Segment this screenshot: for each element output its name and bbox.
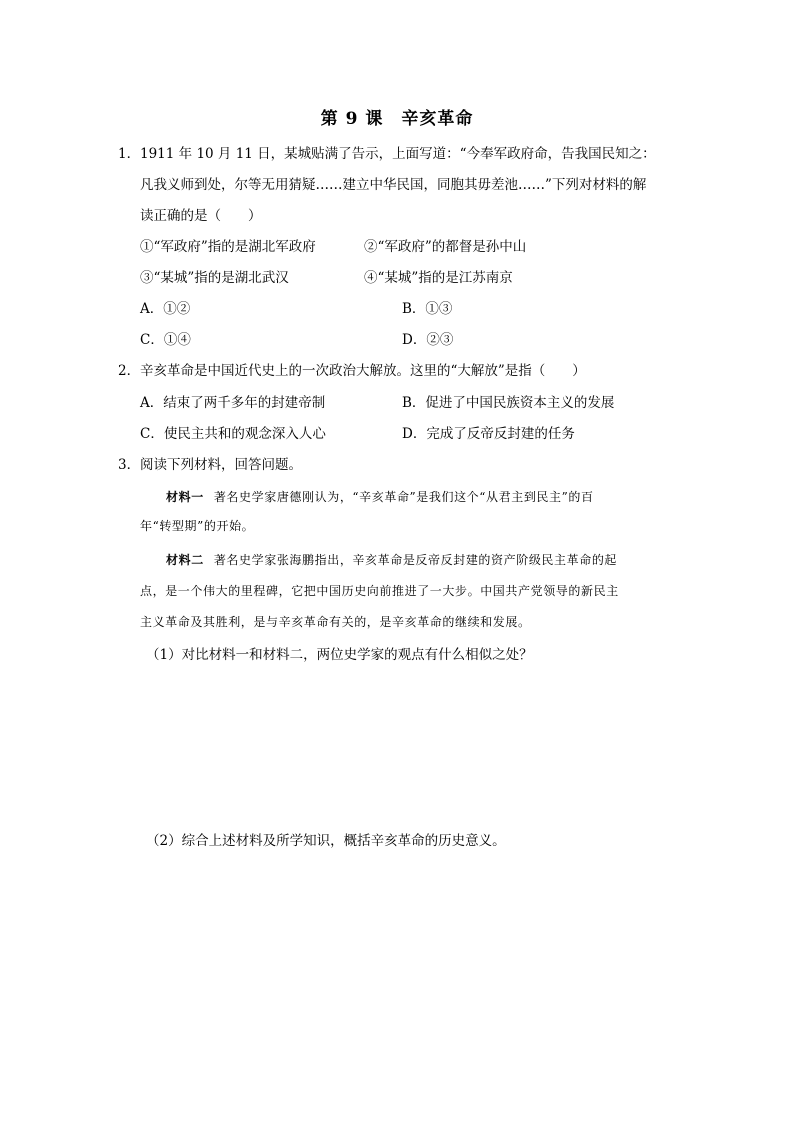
- q2-option-c: C．使民主共和的观念深入人心: [140, 426, 326, 442]
- q1-statement-3: ③“某城”指的是湖北武汉: [140, 270, 289, 286]
- q1-stem-line3: 读正确的是（ ）: [140, 208, 262, 224]
- q1-number: 1．: [118, 146, 141, 162]
- material-two-line1: [166, 550, 617, 570]
- material-one-label: 材料一: [166, 490, 204, 504]
- material-two-text1: 著名史学家张海鹏指出，辛亥革命是反帝反封建的资产阶级民主革命的起: [213, 553, 618, 567]
- q3-subquestion-2: （2）综合上述材料及所学知识，概括辛亥革命的历史意义。: [146, 833, 506, 849]
- q2-stem: 辛亥革命是中国近代史上的一次政治大解放。这里的“大解放”是指（ ）: [140, 363, 586, 379]
- material-one-text1: 著名史学家唐德刚认为，“辛亥革命”是我们这个“从君主到民主”的百: [213, 490, 594, 504]
- q1-stem-line2: 凡我义师到处，尔等无用猜疑……建立中华民国，同胞其毋差池……”下列对材料的解: [140, 177, 647, 193]
- material-two-line3: 主义革命及其胜利，是与辛亥革命有关的，是辛亥革命的继续和发展。: [140, 615, 531, 629]
- q1-option-d: D．②③: [402, 332, 454, 348]
- q1-statement-2: ②“军政府”的都督是孙中山: [364, 239, 527, 255]
- q2-option-d: D．完成了反帝反封建的任务: [402, 426, 575, 442]
- q1-option-a: A．①②: [140, 301, 191, 317]
- lesson-title: 第 9 课 辛亥革命: [320, 109, 474, 129]
- q2-option-b: B．促进了中国民族资本主义的发展: [402, 395, 615, 411]
- material-two-label: 材料二: [166, 553, 204, 567]
- q3-stem: 阅读下列材料，回答问题。: [140, 457, 302, 473]
- material-one-line2: 年“转型期”的开始。: [140, 519, 255, 533]
- q1-stem-line1: 1911 年 10 月 11 日，某城贴满了告示，上面写道：“今奉军政府命，告我国民知之：: [140, 146, 656, 162]
- q2-number: 2．: [118, 363, 141, 379]
- q1-option-b: B．①③: [402, 301, 453, 317]
- q1-statement-4: ④“某城”指的是江苏南京: [364, 270, 513, 286]
- q2-option-a: A．结束了两千多年的封建帝制: [140, 395, 326, 411]
- q3-number: 3．: [118, 457, 141, 473]
- material-one-line1: [166, 487, 594, 507]
- q1-option-c: C．①④: [140, 332, 191, 348]
- q1-statement-1: ①“军政府”指的是湖北军政府: [140, 239, 316, 255]
- material-two-line2: 点，是一个伟大的里程碑，它把中国历史向前推进了一大步。中国共产党领导的新民主: [140, 584, 619, 598]
- q3-subquestion-1: （1）对比材料一和材料二，两位史学家的观点有什么相似之处？: [146, 647, 533, 663]
